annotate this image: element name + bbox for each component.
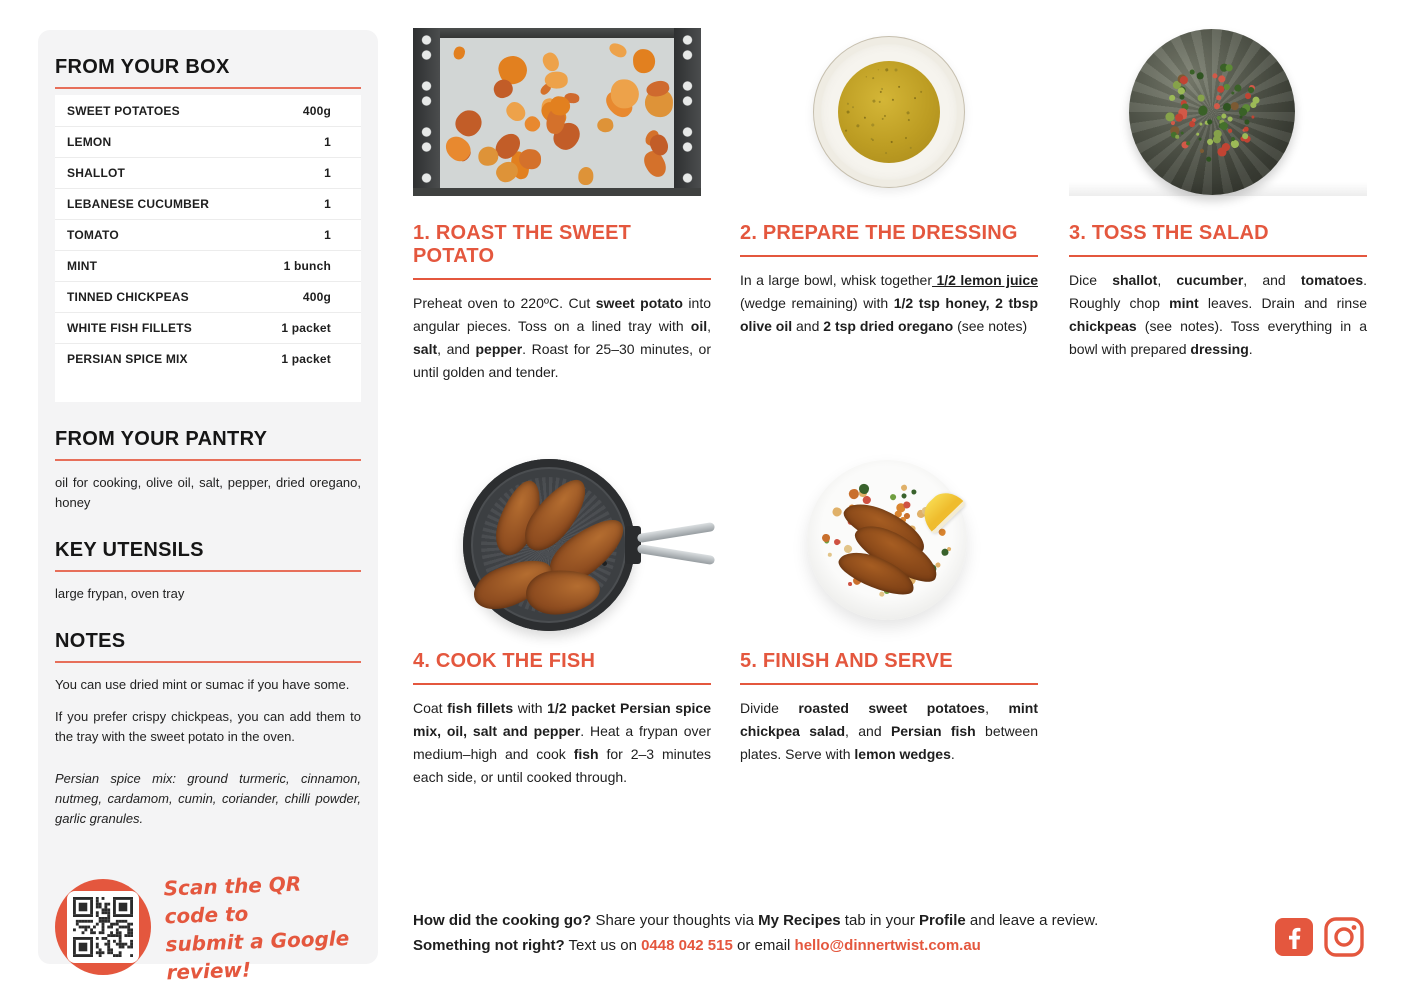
ingredient-qty: 1 (324, 228, 331, 242)
decor (847, 103, 849, 105)
decor (1252, 116, 1255, 119)
step-4-instructions: Coat fish fillets with 1/2 packet Persian spice mix, oil, salt and pepper. Heat a frypan over medium–high and cook fish for 2–3 minutes each side, or until cooked through. (413, 700, 711, 785)
ingredient-name: MINT (67, 259, 98, 273)
note-paragraph: If you prefer crispy chickpeas, you can add them to the tray with the sweet potato in the oven. (55, 709, 361, 744)
email-link[interactable]: hello@dinnertwist.com.au (794, 937, 981, 954)
ingredient-qty: 1 (324, 197, 331, 211)
ingredient-row (55, 188, 361, 219)
dressing-liquid (838, 61, 940, 163)
decor (828, 552, 833, 557)
sidebar (38, 30, 378, 985)
divider (55, 570, 361, 572)
step-3-instructions: Dice shallot, cucumber, and tomatoes. Roughly chop mint leaves. Drain and rinse chickpeas (see notes). Toss everything in a bowl with prepared dressing. (1069, 272, 1368, 357)
sweet-potato-chunks (443, 40, 671, 186)
decor (877, 69, 879, 71)
decor (865, 76, 867, 78)
ingredient-row (55, 95, 361, 126)
social-links (1275, 916, 1365, 958)
ingredient-qty: 1 bunch (283, 259, 331, 273)
step-1 (413, 222, 711, 384)
decor (883, 115, 886, 118)
decor (1199, 122, 1202, 125)
decor (1197, 94, 1205, 102)
decor (633, 49, 656, 74)
ingredient-row (55, 250, 361, 281)
ingredient-name: SHALLOT (67, 166, 126, 180)
pan-handle (629, 526, 715, 566)
decor (1227, 116, 1234, 123)
divider (55, 87, 361, 89)
ingredient-row (55, 157, 361, 188)
plated-dish-photo (740, 450, 1038, 642)
decor (544, 71, 568, 89)
decor (1207, 118, 1213, 124)
step-3 (1069, 222, 1367, 361)
box-title: FROM YOUR BOX (55, 56, 230, 78)
footer (413, 908, 1098, 958)
decor (882, 118, 885, 121)
decor (907, 112, 911, 116)
qr-caption: Scan the QR code to submit a Google review! (163, 871, 350, 985)
instagram-icon[interactable] (1323, 916, 1365, 958)
tray-rail (674, 28, 701, 196)
decor (1227, 129, 1232, 134)
decor (1231, 102, 1239, 110)
decor (1195, 132, 1199, 136)
decor (1216, 95, 1222, 101)
decor (1205, 155, 1212, 162)
decor (851, 105, 854, 108)
decor (888, 492, 896, 500)
review-qr-block (55, 871, 361, 983)
decor (879, 91, 882, 94)
step-4-title: 4. COOK THE FISH (413, 650, 711, 685)
ingredient-qty: 1 (324, 166, 331, 180)
qr-code-icon (73, 897, 133, 957)
step-1-instructions: Preheat oven to 220ºC. Cut sweet potato into angular pieces. Toss on a lined tray with oil, salt, and pepper. Roast for 25–30 minutes, or until golden and tender. (413, 295, 712, 380)
decor (1180, 131, 1184, 135)
footer-line-2: Something not right? Text us on 0448 042 515 or email hello@dinnertwist.com.au (413, 937, 981, 954)
salad-bowl-photo (1069, 28, 1367, 196)
step-5-instructions: Divide roasted sweet potatoes, mint chickpea salad, and Persian fish between plates. Serve with lemon wedges. (740, 700, 1038, 762)
handle-prong (637, 522, 715, 543)
step-2-instructions: In a large bowl, whisk together 1/2 lemon juice (wedge remaining) with 1/2 tsp honey, 2 tbsp olive oil and 2 tsp dried oregano (see notes) (740, 272, 1039, 334)
spice-mix-note: Persian spice mix: ground turmeric, cinnamon, nutmeg, cardamom, cumin, coriander, chilli powder, garlic granules. (55, 771, 361, 826)
ingredient-name: WHITE FISH FILLETS (67, 321, 192, 335)
decor (1231, 91, 1235, 95)
decor (1243, 127, 1248, 132)
ingredient-name: TOMATO (67, 228, 119, 242)
decor (611, 79, 639, 108)
ingredient-qty: 400g (302, 290, 331, 304)
step-1-title: 1. ROAST THE SWEET POTATO (413, 222, 711, 280)
metal-bowl (1129, 29, 1295, 195)
step-2 (740, 222, 1038, 338)
decor (1217, 147, 1227, 157)
divider (55, 661, 361, 663)
step-4 (413, 650, 711, 789)
decor (596, 117, 614, 134)
decor (900, 484, 908, 492)
step-3-title: 3. TOSS THE SALAD (1069, 222, 1367, 257)
ingredient-name: PERSIAN SPICE MIX (67, 352, 188, 366)
decor (863, 117, 866, 120)
ingredient-qty: 1 packet (281, 321, 331, 335)
qr-code (67, 891, 139, 963)
decor (1196, 72, 1204, 80)
ingredient-name: SWEET POTATOES (67, 103, 180, 118)
decor (1241, 132, 1248, 139)
decor (903, 501, 911, 509)
plate (807, 460, 967, 620)
decor (1217, 74, 1226, 83)
decor (911, 489, 916, 494)
decor (881, 88, 883, 90)
footer-line-1: How did the cooking go? Share your thoughts via My Recipes tab in your Profile and leave a review. (413, 912, 1099, 929)
step-5 (740, 650, 1038, 766)
decor (857, 124, 860, 127)
divider (55, 459, 361, 461)
notes-title: NOTES (55, 630, 126, 652)
decor (891, 99, 893, 101)
decor (1175, 135, 1179, 139)
decor (451, 45, 466, 61)
step-5-title: 5. FINISH AND SERVE (740, 650, 1038, 685)
ingredient-row (55, 126, 361, 157)
decor (895, 69, 898, 72)
decor (909, 147, 912, 150)
ingredient-row (55, 312, 361, 343)
frypan (463, 459, 635, 631)
fish-frypan-photo (413, 450, 711, 642)
chopped-salad (1162, 62, 1262, 162)
ingredient-row (55, 343, 361, 374)
decor (845, 130, 847, 132)
footer-question: Something not right? (413, 937, 565, 954)
ingredient-name: TINNED CHICKPEAS (67, 290, 189, 304)
decor (846, 110, 850, 114)
decor (1169, 95, 1175, 101)
decor (885, 152, 888, 155)
ingredient-row (55, 219, 361, 250)
pantry-title: FROM YOUR PANTRY (55, 428, 268, 450)
decor (1198, 106, 1208, 116)
step-2-title: 2. PREPARE THE DRESSING (740, 222, 1038, 257)
decor (1188, 120, 1195, 127)
decor (1199, 148, 1205, 154)
tray-rail (413, 28, 440, 196)
decor (885, 68, 888, 71)
decor (908, 119, 910, 121)
decor (900, 493, 907, 500)
decor (1244, 120, 1249, 125)
dressing-bowl-photo (741, 28, 1039, 196)
decor (1170, 121, 1175, 126)
decor (522, 113, 544, 135)
decor (607, 41, 629, 60)
utensils-title: KEY UTENSILS (55, 539, 204, 561)
decor (1244, 93, 1250, 99)
decor (442, 133, 475, 166)
decor (898, 86, 900, 88)
decor (1188, 69, 1195, 76)
ingredient-name: LEBANESE CUCUMBER (67, 197, 210, 211)
utensils-text: large frypan, oven tray (55, 586, 185, 601)
decor (920, 91, 922, 93)
decor (519, 149, 541, 170)
decor (1251, 95, 1261, 105)
handle-prong (637, 544, 715, 565)
facebook-icon[interactable] (1275, 918, 1313, 956)
decor (905, 137, 908, 140)
decor (477, 145, 499, 167)
ingredient-name: LEMON (67, 135, 112, 149)
decor (1214, 102, 1221, 109)
decor (1198, 137, 1202, 141)
ingredient-qty: 400g (302, 103, 331, 118)
decor (871, 123, 875, 127)
ingredient-row (55, 281, 361, 312)
decor (549, 95, 570, 116)
decor (1166, 112, 1175, 121)
decor (831, 506, 843, 518)
dressing-bowl (813, 36, 965, 188)
decor (891, 141, 893, 143)
decor (872, 77, 874, 79)
ingredient-qty: 1 (324, 135, 331, 149)
decor (848, 582, 853, 587)
ingredient-qty: 1 packet (281, 352, 331, 366)
decor (872, 99, 876, 103)
decor (879, 101, 881, 103)
decor (914, 96, 917, 99)
pantry-text: oil for cooking, olive oil, salt, pepper, dried oregano, honey (55, 475, 361, 510)
ingredient-table (55, 95, 361, 402)
note-paragraph: You can use dried mint or sumac if you have some. (55, 677, 350, 692)
phone-link[interactable]: 0448 042 515 (641, 937, 733, 954)
roasted-sweet-potato-tray-photo (413, 28, 701, 196)
qr-circle (55, 879, 151, 975)
decor (577, 167, 593, 186)
